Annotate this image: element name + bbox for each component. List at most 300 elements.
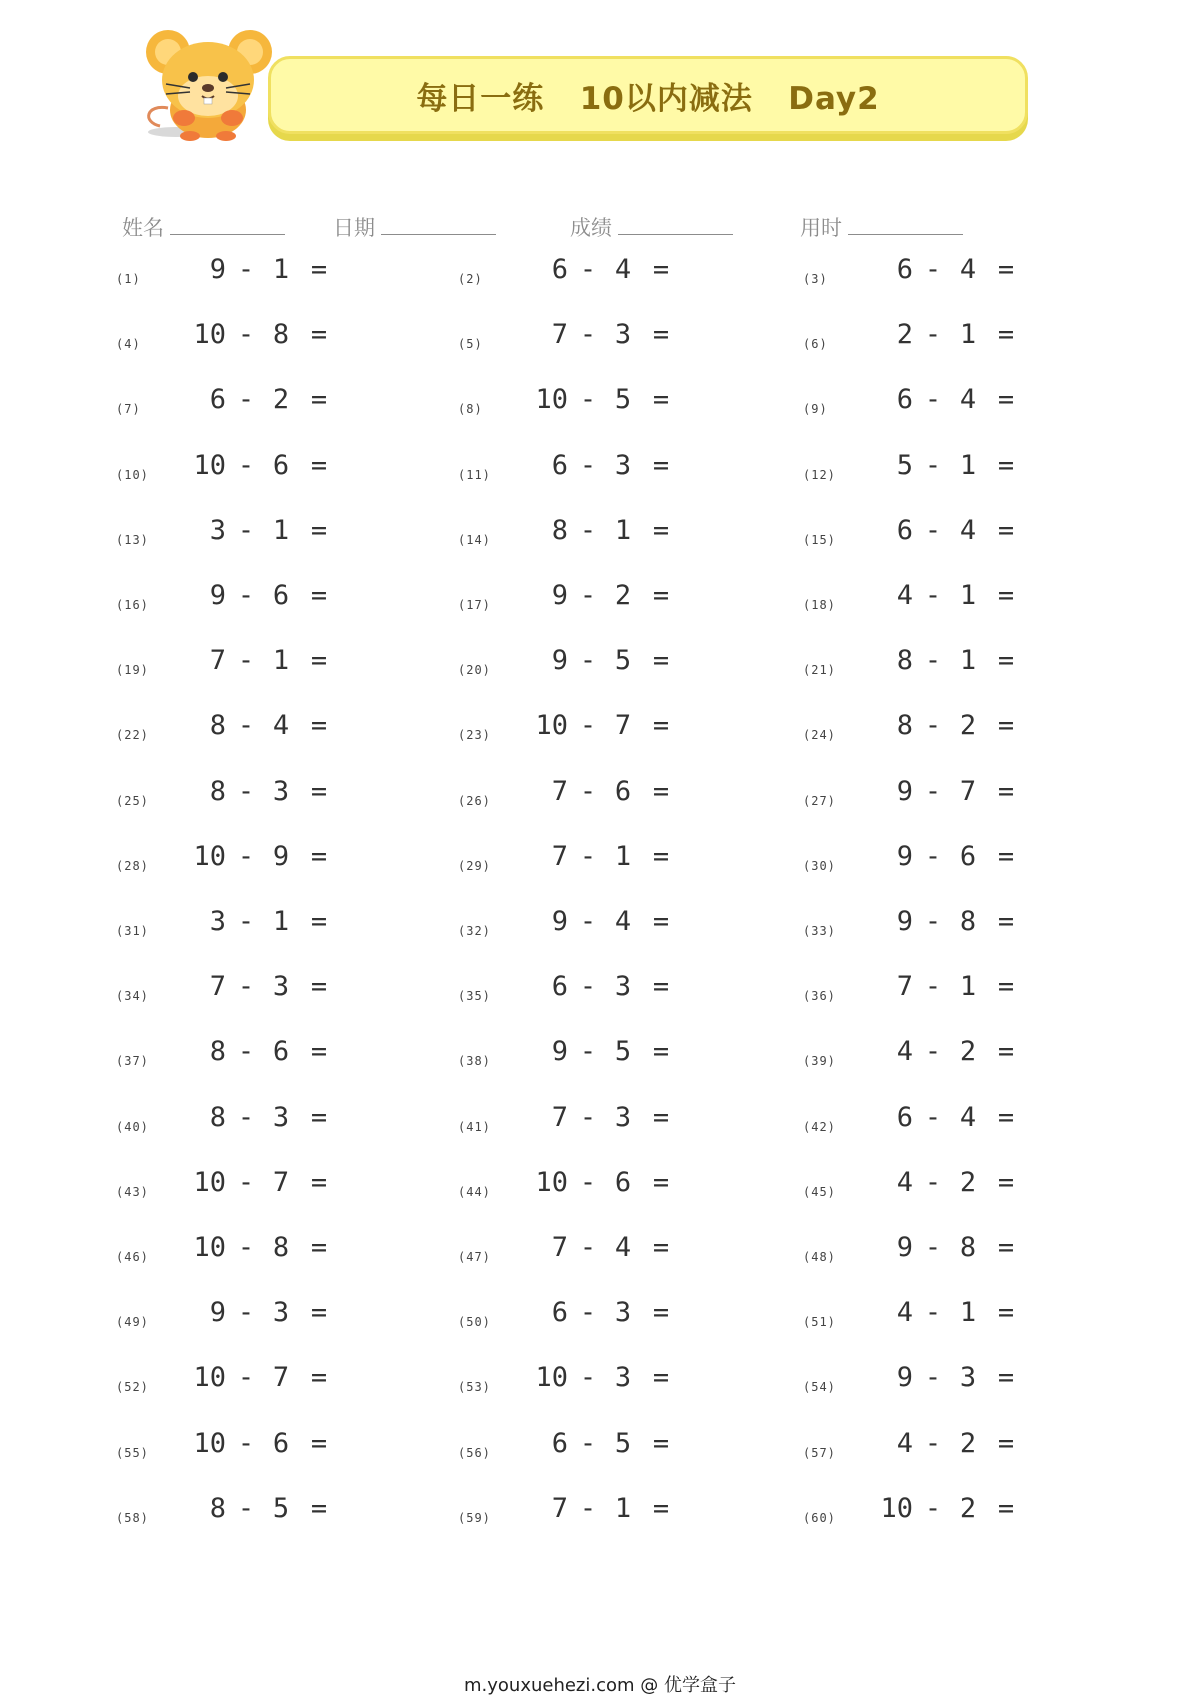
- equals-sign: =: [310, 1297, 328, 1329]
- problem-number: (4): [116, 337, 141, 352]
- problem-item: [803, 645, 1143, 685]
- minuend: 4: [896, 1166, 913, 1198]
- minus-sign: -: [579, 840, 597, 872]
- problem-item: [458, 710, 798, 750]
- problem-item: [116, 1102, 456, 1142]
- minus-sign: -: [924, 1036, 942, 1068]
- minuend: 10: [193, 1232, 226, 1263]
- minuend: 7: [551, 1232, 568, 1263]
- problem-item: [803, 1297, 1143, 1337]
- problem-number: (52): [116, 1380, 149, 1395]
- subtrahend: 6: [959, 840, 977, 872]
- problem-item: [116, 580, 456, 620]
- problem-number: (7): [116, 402, 141, 417]
- minuend: 5: [896, 449, 913, 481]
- minuend: 6: [551, 254, 568, 285]
- equals-sign: =: [652, 840, 670, 872]
- subtrahend: 4: [959, 514, 977, 546]
- minus-sign: -: [237, 319, 255, 351]
- problem-item: [803, 1167, 1143, 1207]
- problem-item: [458, 1036, 798, 1076]
- equals-sign: =: [997, 514, 1015, 546]
- subtrahend: 6: [272, 449, 290, 481]
- minuend: 3: [209, 514, 226, 546]
- minus-sign: -: [924, 906, 942, 937]
- equals-sign: =: [310, 514, 328, 546]
- subtrahend: 5: [614, 384, 632, 416]
- equals-sign: =: [310, 580, 328, 611]
- minuend: 9: [551, 906, 568, 937]
- equals-sign: =: [310, 906, 328, 937]
- minuend: 6: [896, 254, 913, 285]
- score-blank-line: [618, 212, 733, 235]
- problem-item: [803, 1232, 1143, 1272]
- problem-item: [803, 710, 1143, 750]
- name-blank-line: [170, 212, 285, 235]
- subtrahend: 8: [959, 906, 977, 937]
- equals-sign: =: [652, 645, 670, 677]
- minus-sign: -: [237, 1492, 255, 1524]
- minus-sign: -: [237, 1232, 255, 1263]
- equals-sign: =: [652, 775, 670, 807]
- problem-item: [803, 1428, 1143, 1468]
- problem-item: [803, 1493, 1143, 1533]
- minuend: 8: [209, 1492, 226, 1524]
- problem-number: (17): [458, 598, 491, 612]
- equals-sign: =: [652, 906, 670, 937]
- problem-item: [116, 515, 456, 555]
- minus-sign: -: [237, 580, 255, 611]
- problem-item: [458, 1167, 798, 1207]
- minus-sign: -: [579, 319, 597, 351]
- problem-number: (30): [803, 858, 836, 873]
- problem-item: [458, 1362, 798, 1402]
- equals-sign: =: [310, 254, 328, 285]
- minus-sign: -: [924, 1362, 942, 1394]
- subtrahend: 5: [614, 645, 632, 677]
- minuend: 9: [209, 580, 226, 611]
- subtrahend: 2: [614, 580, 632, 611]
- equals-sign: =: [997, 580, 1015, 611]
- subtrahend: 4: [959, 384, 977, 416]
- minuend: 10: [880, 1492, 913, 1524]
- subtrahend: 5: [614, 1036, 632, 1068]
- subtrahend: 1: [959, 1297, 977, 1329]
- problem-number: (13): [116, 532, 149, 547]
- equals-sign: =: [310, 1492, 328, 1524]
- minus-sign: -: [579, 906, 597, 937]
- problem-item: [803, 971, 1143, 1011]
- time-field: [800, 212, 963, 242]
- problem-number: (9): [803, 402, 828, 417]
- problem-item: [803, 515, 1143, 555]
- minus-sign: -: [924, 1166, 942, 1198]
- minus-sign: -: [924, 645, 942, 677]
- worksheet-title: 每日一练 10以内减法 Day2: [416, 80, 880, 117]
- minus-sign: -: [579, 254, 597, 285]
- problem-item: [458, 1428, 798, 1468]
- subtrahend: 3: [614, 971, 632, 1003]
- minuend: 8: [896, 710, 913, 742]
- subtrahend: 2: [959, 1166, 977, 1198]
- minuend: 4: [896, 1036, 913, 1068]
- minus-sign: -: [924, 775, 942, 807]
- problem-number: (22): [116, 728, 149, 743]
- problem-item: [116, 1036, 456, 1076]
- problem-item: [116, 1232, 456, 1272]
- date-label: 日期: [333, 216, 375, 240]
- problem-item: [458, 515, 798, 555]
- minus-sign: -: [579, 775, 597, 807]
- minuend: 6: [551, 1427, 568, 1459]
- equals-sign: =: [997, 775, 1015, 807]
- problem-number: (48): [803, 1250, 836, 1264]
- equals-sign: =: [652, 514, 670, 546]
- minuend: 7: [551, 319, 568, 351]
- minus-sign: -: [579, 645, 597, 677]
- minuend: 7: [551, 775, 568, 807]
- minus-sign: -: [924, 384, 942, 416]
- problem-item: [458, 254, 798, 294]
- equals-sign: =: [997, 645, 1015, 677]
- problem-number: (31): [116, 924, 149, 938]
- problem-number: (6): [803, 337, 828, 352]
- minus-sign: -: [237, 645, 255, 677]
- problem-item: [116, 254, 456, 294]
- equals-sign: =: [310, 710, 328, 742]
- subtrahend: 3: [272, 1297, 290, 1329]
- minus-sign: -: [924, 1101, 942, 1133]
- equals-sign: =: [310, 449, 328, 481]
- equals-sign: =: [310, 1232, 328, 1263]
- problem-number: (55): [116, 1445, 149, 1460]
- problem-item: [458, 1232, 798, 1272]
- minus-sign: -: [579, 384, 597, 416]
- problem-number: (20): [458, 663, 491, 678]
- minuend: 9: [896, 775, 913, 807]
- problem-number: (19): [116, 663, 149, 678]
- problem-item: [116, 1167, 456, 1207]
- name-field: [122, 212, 285, 242]
- subtrahend: 6: [614, 775, 632, 807]
- minuend: 9: [896, 1362, 913, 1394]
- equals-sign: =: [310, 1166, 328, 1198]
- problem-item: [458, 906, 798, 946]
- minuend: 8: [209, 775, 226, 807]
- problem-item: [803, 384, 1143, 424]
- problem-number: (35): [458, 989, 491, 1004]
- mouse-mascot-icon: [138, 22, 288, 142]
- minus-sign: -: [924, 1492, 942, 1524]
- minus-sign: -: [924, 710, 942, 742]
- subtrahend: 6: [614, 1166, 632, 1198]
- problem-number: (33): [803, 924, 836, 938]
- minus-sign: -: [924, 254, 942, 285]
- problem-item: [803, 450, 1143, 490]
- equals-sign: =: [997, 1362, 1015, 1394]
- problem-item: [458, 841, 798, 881]
- minuend: 9: [896, 906, 913, 937]
- equals-sign: =: [652, 384, 670, 416]
- minuend: 9: [209, 254, 226, 285]
- minus-sign: -: [237, 1166, 255, 1198]
- problem-number: (60): [803, 1510, 836, 1525]
- subtrahend: 2: [959, 710, 977, 742]
- equals-sign: =: [652, 1101, 670, 1133]
- equals-sign: =: [997, 319, 1015, 351]
- minuend: 7: [551, 840, 568, 872]
- subtrahend: 2: [272, 384, 290, 416]
- subtrahend: 1: [959, 449, 977, 481]
- subtrahend: 2: [959, 1492, 977, 1524]
- minus-sign: -: [924, 449, 942, 481]
- minus-sign: -: [924, 1427, 942, 1459]
- problem-item: [116, 450, 456, 490]
- footer-credit: m.youxuehezi.com @ 优学盒子: [463, 1675, 736, 1696]
- problem-item: [458, 645, 798, 685]
- problem-item: [803, 1362, 1143, 1402]
- equals-sign: =: [997, 1427, 1015, 1459]
- problem-number: (5): [458, 337, 483, 352]
- problem-number: (50): [458, 1315, 491, 1330]
- problem-number: (18): [803, 598, 836, 612]
- subtrahend: 3: [272, 775, 290, 807]
- subtrahend: 8: [272, 1232, 290, 1263]
- minuend: 9: [551, 1036, 568, 1068]
- problem-number: (2): [458, 272, 483, 286]
- problem-number: (32): [458, 924, 491, 938]
- equals-sign: =: [310, 971, 328, 1003]
- equals-sign: =: [997, 1036, 1015, 1068]
- problem-item: [458, 580, 798, 620]
- problem-number: (59): [458, 1510, 491, 1525]
- minus-sign: -: [237, 710, 255, 742]
- minus-sign: -: [579, 1166, 597, 1198]
- minuend: 6: [896, 384, 913, 416]
- minus-sign: -: [237, 971, 255, 1003]
- minuend: 10: [193, 1166, 226, 1198]
- minuend: 9: [209, 1297, 226, 1329]
- problem-number: (14): [458, 532, 491, 547]
- subtrahend: 1: [959, 645, 977, 677]
- minuend: 9: [896, 1232, 913, 1263]
- minus-sign: -: [237, 514, 255, 546]
- problem-number: (21): [803, 663, 836, 678]
- problem-item: [803, 841, 1143, 881]
- minuend: 8: [551, 514, 568, 546]
- minus-sign: -: [924, 1297, 942, 1329]
- minus-sign: -: [579, 710, 597, 742]
- equals-sign: =: [997, 449, 1015, 481]
- minuend: 10: [193, 1427, 226, 1459]
- equals-sign: =: [997, 1166, 1015, 1198]
- equals-sign: =: [310, 1036, 328, 1068]
- minus-sign: -: [579, 1101, 597, 1133]
- equals-sign: =: [310, 1427, 328, 1459]
- minuend: 7: [551, 1101, 568, 1133]
- minuend: 2: [896, 319, 913, 351]
- problem-number: (44): [458, 1184, 491, 1199]
- problem-item: [116, 971, 456, 1011]
- equals-sign: =: [310, 384, 328, 416]
- problem-item: [116, 906, 456, 946]
- minus-sign: -: [579, 971, 597, 1003]
- minuend: 8: [896, 645, 913, 677]
- minuend: 6: [551, 1297, 568, 1329]
- minuend: 6: [896, 514, 913, 546]
- minuend: 10: [193, 449, 226, 481]
- title-banner: [268, 56, 1028, 134]
- equals-sign: =: [997, 254, 1015, 285]
- problem-number: (40): [116, 1119, 149, 1134]
- problem-number: (42): [803, 1119, 836, 1134]
- equals-sign: =: [652, 1362, 670, 1394]
- minus-sign: -: [579, 1427, 597, 1459]
- problem-number: (24): [803, 728, 836, 743]
- subtrahend: 1: [272, 906, 290, 937]
- problem-item: [458, 1297, 798, 1337]
- equals-sign: =: [310, 1362, 328, 1394]
- problem-item: [458, 450, 798, 490]
- minuend: 10: [193, 840, 226, 872]
- minuend: 6: [551, 449, 568, 481]
- minuend: 4: [896, 580, 913, 611]
- subtrahend: 3: [614, 1101, 632, 1133]
- equals-sign: =: [997, 906, 1015, 937]
- minuend: 3: [209, 906, 226, 937]
- equals-sign: =: [652, 1036, 670, 1068]
- subtrahend: 1: [614, 514, 632, 546]
- equals-sign: =: [997, 710, 1015, 742]
- subtrahend: 8: [959, 1232, 977, 1263]
- minus-sign: -: [579, 514, 597, 546]
- subtrahend: 5: [272, 1492, 290, 1524]
- equals-sign: =: [652, 319, 670, 351]
- subtrahend: 6: [272, 580, 290, 611]
- equals-sign: =: [652, 1297, 670, 1329]
- problem-number: (28): [116, 858, 149, 873]
- subtrahend: 6: [272, 1427, 290, 1459]
- minus-sign: -: [579, 1297, 597, 1329]
- problem-number: (1): [116, 272, 141, 286]
- minus-sign: -: [924, 1232, 942, 1263]
- problem-item: [803, 580, 1143, 620]
- minuend: 4: [896, 1427, 913, 1459]
- minuend: 10: [535, 384, 568, 416]
- problem-number: (10): [116, 467, 149, 482]
- problem-number: (23): [458, 728, 491, 743]
- minus-sign: -: [924, 580, 942, 611]
- equals-sign: =: [997, 971, 1015, 1003]
- subtrahend: 1: [959, 580, 977, 611]
- equals-sign: =: [997, 840, 1015, 872]
- equals-sign: =: [652, 449, 670, 481]
- time-label: 用时: [800, 216, 842, 240]
- minus-sign: -: [237, 775, 255, 807]
- date-field: [333, 212, 496, 242]
- equals-sign: =: [997, 1101, 1015, 1133]
- minuend: 9: [551, 580, 568, 611]
- problem-number: (26): [458, 793, 491, 808]
- minus-sign: -: [237, 1101, 255, 1133]
- problem-number: (53): [458, 1380, 491, 1395]
- subtrahend: 1: [614, 1492, 632, 1524]
- subtrahend: 9: [272, 840, 290, 872]
- minuend: 10: [193, 319, 226, 351]
- problem-item: [458, 1493, 798, 1533]
- subtrahend: 7: [614, 710, 632, 742]
- problem-item: [116, 645, 456, 685]
- minus-sign: -: [579, 1362, 597, 1394]
- minus-sign: -: [237, 1036, 255, 1068]
- equals-sign: =: [652, 254, 670, 285]
- minus-sign: -: [924, 971, 942, 1003]
- problem-number: (57): [803, 1445, 836, 1460]
- equals-sign: =: [652, 1166, 670, 1198]
- problem-item: [803, 906, 1143, 946]
- problem-number: (25): [116, 793, 149, 808]
- problem-item: [116, 319, 456, 359]
- problem-number: (11): [458, 467, 491, 482]
- minuend: 6: [209, 384, 226, 416]
- minus-sign: -: [579, 1232, 597, 1263]
- problem-number: (47): [458, 1250, 491, 1264]
- problem-item: [458, 776, 798, 816]
- problem-number: (12): [803, 467, 836, 482]
- minuend: 9: [551, 645, 568, 677]
- minus-sign: -: [237, 254, 255, 285]
- equals-sign: =: [652, 1427, 670, 1459]
- problem-item: [458, 1102, 798, 1142]
- subtrahend: 1: [959, 971, 977, 1003]
- subtrahend: 1: [272, 645, 290, 677]
- subtrahend: 1: [272, 514, 290, 546]
- problem-number: (36): [803, 989, 836, 1004]
- score-field: [570, 212, 733, 242]
- minuend: 10: [193, 1362, 226, 1394]
- minus-sign: -: [579, 1036, 597, 1068]
- problem-number: (3): [803, 272, 828, 286]
- minuend: 6: [551, 971, 568, 1003]
- subtrahend: 3: [959, 1362, 977, 1394]
- time-blank-line: [848, 212, 963, 235]
- equals-sign: =: [310, 319, 328, 351]
- equals-sign: =: [997, 384, 1015, 416]
- subtrahend: 4: [959, 254, 977, 285]
- minus-sign: -: [924, 514, 942, 546]
- subtrahend: 8: [272, 319, 290, 351]
- equals-sign: =: [652, 710, 670, 742]
- problem-number: (34): [116, 989, 149, 1004]
- minus-sign: -: [237, 449, 255, 481]
- problem-item: [803, 254, 1143, 294]
- minus-sign: -: [924, 319, 942, 351]
- equals-sign: =: [652, 580, 670, 611]
- minus-sign: -: [579, 1492, 597, 1524]
- date-blank-line: [381, 212, 496, 235]
- equals-sign: =: [310, 645, 328, 677]
- equals-sign: =: [310, 1101, 328, 1133]
- equals-sign: =: [652, 1492, 670, 1524]
- minuend: 10: [535, 710, 568, 742]
- problem-item: [458, 971, 798, 1011]
- problem-number: (51): [803, 1315, 836, 1330]
- subtrahend: 3: [272, 1101, 290, 1133]
- score-label: 成绩: [570, 216, 612, 240]
- minuend: 7: [209, 971, 226, 1003]
- subtrahend: 2: [959, 1036, 977, 1068]
- equals-sign: =: [310, 775, 328, 807]
